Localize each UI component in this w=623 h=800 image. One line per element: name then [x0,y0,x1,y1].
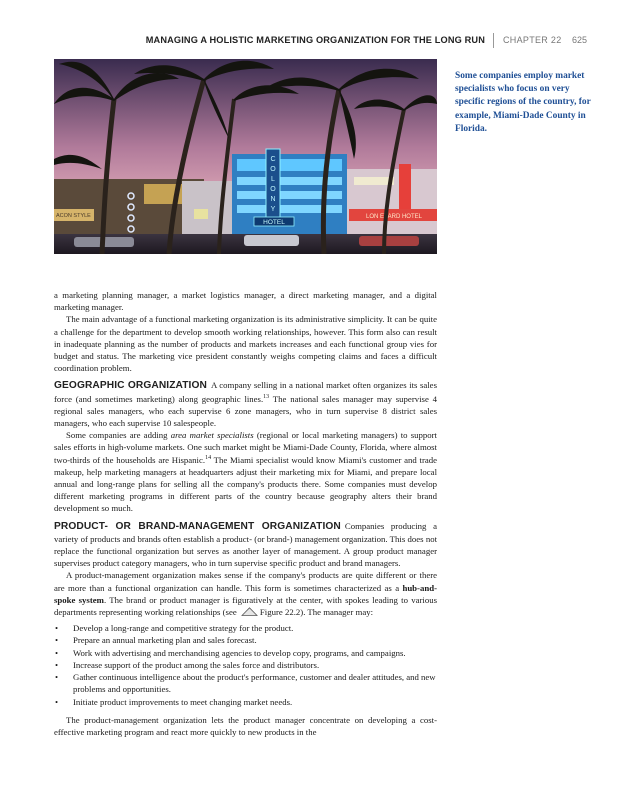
area-market-specialists-term: area market specialists [170,430,254,441]
product-paragraph-2 [54,569,437,618]
photo-illustration [54,59,437,254]
colony-sign-c: C [270,156,276,163]
geo-p2-text-c: The Miami specialist would know Miami's customer and trade makeup, help marketing managers at headquarters adjust their marketing mix for Miami, and prepare local annual and long-range plans for selling all the company's products there. Some companies must develop different marketing programs in different parts of the country because geography alters their brand development so much. [54,454,437,514]
geo-text-b: The national sales manager may supervise 4 regional sales managers, who each supervise 6 zone managers, who in turn supervise 8 district sales managers, who each supervise 10 salespeople. [54,393,437,429]
svg-text:Y: Y [270,206,276,213]
svg-text:O: O [270,186,276,193]
list-item-text: Prepare an annual marketing plan and sales forecast. [73,635,257,646]
bullet-icon: • [55,672,59,683]
geographic-paragraph-1 [54,379,437,429]
list-item [54,671,437,695]
miami-hotel-photo [54,59,437,254]
list-item-text: Initiate product improvements to meet changing market needs. [73,696,293,707]
geographic-organization-heading: GEOGRAPHIC ORGANIZATION [54,380,207,392]
boulevard-hotel-sign: LON EVARD HOTEL [366,214,422,220]
list-item-text: Increase support of the product among the sales force and distributors. [73,659,320,670]
running-header [0,33,623,49]
colony-hotel-sign: HOTEL [263,219,285,226]
svg-text:O: O [270,166,276,173]
geo-p2-text-b: (regional or local marketing managers) to support sales efforts in high-volume markets. One such market might be Miami-Dade County, Florida, where almost two-thirds of the households are Hispanic. [54,430,437,465]
figure-link-icon[interactable] [241,607,258,616]
geographic-paragraph-2 [54,429,437,514]
photo-caption: Some companies employ market specialists who focus on very specific regions of the country, for example, Miami-Dade County in Florida. [455,71,591,134]
product-p1-text: Companies producing a variety of products and brands often establish a product- (or brand-) management organization. This does not replace the functional organization but serves as another layer of management. A group product manager supervises product category managers, who in turn supervise specific product and brand managers. [54,520,438,569]
manager-duties-list [54,622,437,707]
bullet-icon: • [55,696,59,707]
product-p2-text-b: . The brand or product manager is figuratively at the center, with spokes leading to various departments representing working relationships (see [54,594,438,618]
header-divider [493,33,494,48]
list-item-text: Work with advertising and merchandising agencies to develop copy, programs, and campaigns. [73,647,406,658]
endnote-13: 13 [263,393,270,400]
list-item [54,634,437,646]
bullet-icon: • [55,647,59,658]
bullet-icon: • [55,635,59,646]
product-paragraph-3: The product-management organization lets the product manager concentrate on developing a cost-effective marketing program and react more quickly to new products in the [54,714,437,737]
svg-text:N: N [270,196,276,203]
chapter-label: CHAPTER 22 [503,35,562,45]
figure-22-2-reference[interactable]: Figure 22.2 [259,607,301,618]
list-item [54,622,437,634]
left-store-sign: ACON STYLE [56,213,91,219]
product-p2-text-c: ). The manager may: [300,607,374,618]
list-item-text: Develop a long-range and competitive strategy for the product. [73,623,294,634]
bullet-icon: • [55,623,59,634]
product-p2-text-a: A product-management organization makes sense if the company's products are quite different or there are more than a functional organization can handle. This form is sometimes characterized as a [54,570,437,593]
running-title: MANAGING A HOLISTIC MARKETING ORGANIZATION FOR THE LONG RUN [145,35,485,45]
list-item-text: Gather continuous intelligence about the product's performance, customer and dealer attitudes, and new problems and opportunities. [73,672,436,695]
geo-text-a: A company selling in a national market often organizes its sales force (and sometimes marketing) along geographic lines. [54,380,437,404]
intro-paragraph-2: The main advantage of a functional marketing organization is its administrative simplicity. It can be quite a challenge for the department to develop smooth working relationships, however. This form also can result in inadequate planning as the number of products and markets increases and each functional group vies for budget and status. The marketing vice president constantly weighs competing claims and faces a difficult coordination problem. [54,314,437,374]
svg-text:L: L [271,176,275,183]
page-number: 625 [572,35,588,45]
body-text [54,289,437,738]
bullet-icon: • [55,659,59,670]
product-paragraph-1 [54,520,437,570]
list-item [54,696,437,708]
intro-paragraph-1: a marketing planning manager, a market logistics manager, a direct marketing manager, and a digital marketing manager. [54,290,437,313]
geo-p2-text-a: Some companies are adding [66,430,171,441]
hub-and-spoke-term: hub-and-spoke system [54,582,437,605]
endnote-14: 14 [205,454,212,461]
product-brand-management-heading: PRODUCT- OR BRAND-MANAGEMENT ORGANIZATION [54,520,341,532]
list-item [54,647,437,659]
list-item [54,659,437,671]
